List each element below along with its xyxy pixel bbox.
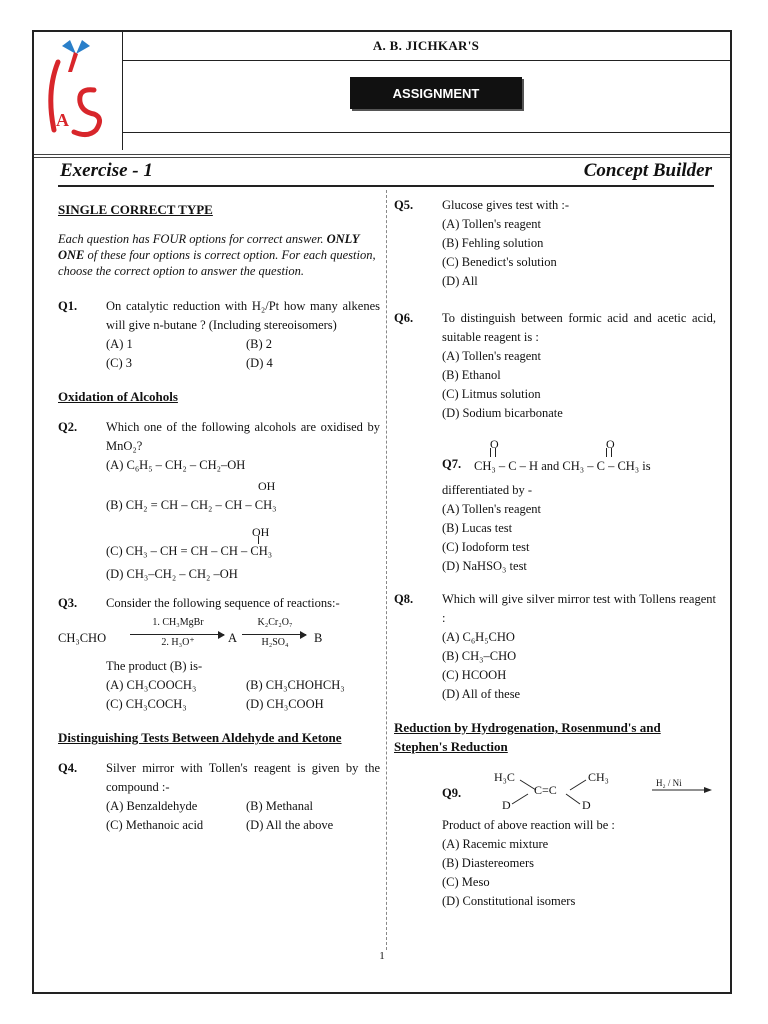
q9-structure [442,768,716,816]
section-distinguishing: Distinguishing Tests Between Aldehyde and Ketone [58,730,342,745]
instructions-emphasis: ONLY ONE [58,232,360,262]
option-d[interactable]: (D) 4 [246,356,273,370]
option-a[interactable]: (A) C₆H₅CHO [442,630,515,644]
column-divider [386,190,387,950]
option-c[interactable] [106,523,380,561]
question-number: Q5. [394,198,414,212]
oh-group: OH [258,479,276,493]
alkene-structure [486,768,766,816]
option-b[interactable]: (B) Fehling solution [442,236,544,250]
option-b[interactable]: (B) CH₃CHOHCH₃ [246,678,345,692]
option-d[interactable]: (D) Constitutional isomers [442,894,576,908]
question-number: Q4. [58,761,78,775]
page-frame [32,30,732,994]
question-2 [58,418,380,584]
option-a[interactable]: (A) Tollen's reagent [442,217,542,231]
option-c[interactable]: (C) Iodoform test [442,540,530,554]
option-a[interactable]: (A) CH₃COOCH₃ [106,678,197,692]
product-prompt: The product (B) is- [106,659,203,673]
option-c-formula: (C) CH₃ – CH = CH – CH – CH₃ [106,544,273,558]
question-number: Q7. [442,457,462,471]
option-b[interactable]: (B) Methanal [246,799,313,813]
reagent-top: 1. CH₃MgBr [152,617,204,628]
question-text: Which one of the following alcohols are oxidised by MnO₂? [106,420,380,453]
substituent: D [502,798,511,812]
question-number: Q3. [58,596,78,610]
option-a[interactable]: (A) C₆H₅ – CH₂ – CH₂–OH [106,458,246,472]
oh-group: OH [252,525,270,539]
left-column [58,196,380,845]
assignment-badge: ASSIGNMENT [350,77,522,109]
oxygen-label: O [490,437,499,451]
question-text: Consider the following sequence of reactions:- [106,596,340,610]
question-6 [394,309,716,423]
question-8 [394,590,716,704]
question-1 [58,297,380,373]
substituent: CH₃ [588,770,609,784]
double-bond [490,448,496,457]
question-number: Q6. [394,311,414,325]
substituent: D [582,798,591,812]
instructions [58,231,380,279]
options [106,797,380,835]
intermediate: A [228,631,238,645]
option-c[interactable]: (C) HCOOH [442,668,507,682]
option-c[interactable]: (C) 3 [106,356,133,370]
option-d[interactable]: (D) All of these [442,687,521,701]
substituent: H₃C [494,770,515,784]
question-text: Glucose gives test with :- [442,198,570,212]
question-text: To distinguish between formic acid and acetic acid, suitable reagent is : [442,311,716,344]
section-reduction: Reduction by Hydrogenation, Rosenmund's and Stephen's Reduction [394,720,661,754]
option-c[interactable]: (C) CH₃COCH₃ [106,697,187,711]
question-7 [394,435,716,576]
arrow-icon [130,634,224,635]
option-a[interactable]: (A) Benzaldehyde [106,799,198,813]
q7-formula: CH₃ – C – H and CH₃ – C – CH₃ is [474,459,651,473]
question-number: Q8. [394,592,414,606]
header [34,32,730,150]
question-number: Q1. [58,299,78,313]
header-rule-2 [122,132,730,133]
option-b[interactable] [106,477,380,515]
option-b[interactable]: (B) Lucas test [442,521,513,535]
exercise-title: Exercise - 1 [60,160,153,181]
option-c[interactable]: (C) Litmus solution [442,387,541,401]
reagent-bottom: H₂SO₄ [261,637,289,648]
arrow-icon [242,634,306,635]
alkene-core: C=C [534,783,557,797]
header-rule-1 [122,60,730,61]
reagent-bottom: 2. H₃O⁺ [161,637,195,648]
option-d[interactable]: (D) All [442,274,478,288]
option-a[interactable]: (A) Tollen's reagent [442,349,542,363]
reagent-top: K₂Cr₂O₇ [257,617,293,628]
options [106,676,380,714]
question-text: Product of above reaction will be : [442,818,615,832]
question-number: Q9. [442,786,462,800]
option-b[interactable]: (B) CH₃–CHO [442,649,517,663]
publisher-logo [34,32,122,150]
divider [34,157,730,158]
reaction-scheme [58,617,380,651]
question-5 [394,196,716,291]
question-text: Which will give silver mirror test with Tollens reagent : [442,592,716,625]
question-text: differentiated by - [442,483,533,497]
publisher-title: A. B. JICHKAR'S [372,38,480,53]
single-correct-heading: SINGLE CORRECT TYPE [58,202,213,217]
option-b[interactable]: (B) 2 [246,337,273,351]
reagent-label: H₂ / Ni [656,778,682,788]
oxygen-label: O [606,437,615,451]
option-d[interactable]: (D) Sodium bicarbonate [442,406,563,420]
logo-cell [34,32,123,150]
option-c[interactable]: (C) Meso [442,875,490,889]
option-b[interactable]: (B) Diastereomers [442,856,534,870]
option-a[interactable]: (A) 1 [106,337,133,351]
question-3 [58,594,380,714]
options [106,335,380,373]
option-d[interactable]: (D) CH₃–CH₂ – CH₂ –OH [106,567,238,581]
option-d[interactable]: (D) NaHSO₃ test [442,559,527,573]
option-b-formula: (B) CH₂ = CH – CH₂ – CH – CH₃ [106,498,277,512]
svg-text:A: A [56,110,69,130]
q7-structures [442,435,716,481]
divider [34,154,730,155]
right-column [394,196,716,921]
question-4 [58,759,380,835]
title-underline [58,185,714,187]
option-c[interactable]: (C) Benedict's solution [442,255,557,269]
concept-builder-title: Concept Builder [583,160,712,181]
option-c[interactable]: (C) Methanoic acid [106,818,204,832]
double-bond [606,448,612,457]
page-number: 1 [379,950,385,962]
option-a[interactable]: (A) Tollen's reagent [442,502,542,516]
option-d[interactable]: (D) CH₃COOH [246,697,324,711]
instructions-text: of these four options is correct option. For each question, choose the correct option to answer the question. [58,248,376,278]
section-oxidation: Oxidation of Alcohols [58,389,178,404]
option-d[interactable]: (D) All the above [246,818,334,832]
instructions-text: Each question has FOUR options for correct answer. [58,232,327,246]
option-a[interactable]: (A) Racemic mixture [442,837,549,851]
question-9 [394,768,716,911]
question-text: On catalytic reduction with H₂/Pt how many alkenes will give n-butane ? (Including stereoisomers) [106,299,380,332]
question-number: Q2. [58,420,78,434]
product: B [314,631,323,645]
option-b[interactable]: (B) Ethanol [442,368,501,382]
reactant: CH₃CHO [58,631,107,645]
question-text: Silver mirror with Tollen's reagent is given by the compound :- [106,761,380,794]
